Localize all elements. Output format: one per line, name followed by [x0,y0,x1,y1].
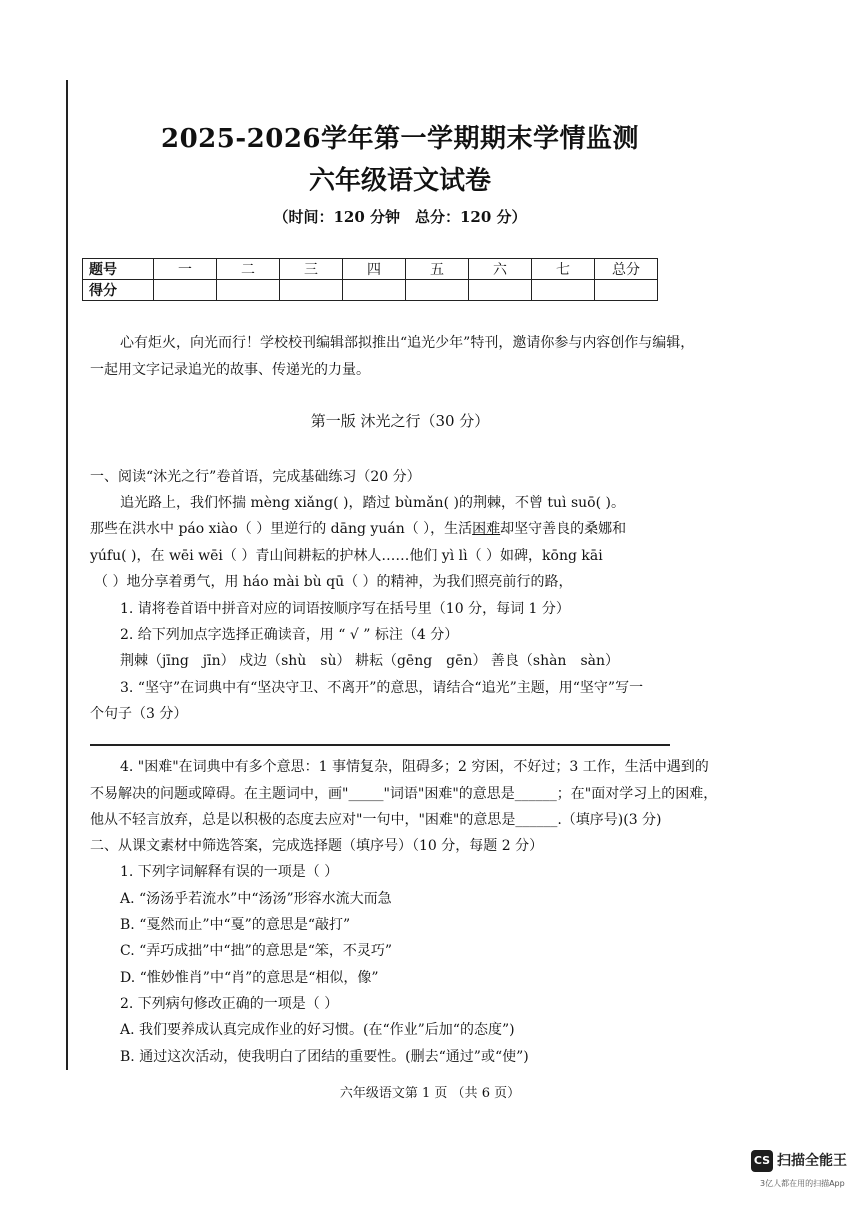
score-input-cell[interactable] [280,280,343,301]
score-input-cell[interactable] [532,280,595,301]
score-cell: 七 [532,259,595,280]
question-1-4-line-3: 他从不轻言放弃，总是以积极的态度去应对"一句中，"困难"的意思是______.（填序号)(3 分) [90,812,662,828]
score-table-header-row [83,259,658,280]
question-2-1: 1. 下列字词解释有误的一项是（ ） [120,864,339,880]
score-input-cell[interactable] [469,280,532,301]
score-cell: 得分 [83,280,154,301]
camscanner-name: 扫描全能王 [777,1153,847,1169]
passage-line-3: yúfu( )，在 wēi wēi（ ）青山间耕耘的护林人……他们 yì lì（ ）如碑，kōng kāi [90,548,603,564]
part1-heading: 一、阅读“沐光之行”卷首语，完成基础练习（20 分） [90,469,421,485]
intro-line-2: 一起用文字记录追光的故事、传递光的力量。 [90,362,370,378]
camscanner-tagline: 3亿人都在用的扫描App [760,1179,845,1188]
answer-line[interactable] [90,744,670,746]
question-1-2-options: 荆棘（jīng jīn） 戍边（shù sù） 耕耘（gēng gēn） 善良（shàn sàn） [120,653,620,669]
page-footer: 六年级语文第 1 页 （共 6 页） [339,1086,521,1101]
question-1-3-line-2: 个句子（3 分） [90,706,188,722]
underlined-word: 困难 [472,521,501,537]
score-cell: 三 [280,259,343,280]
option-a: A. 我们要养成认真完成作业的好习惯。(在“作业”后加“的态度”) [120,1022,515,1038]
score-cell: 六 [469,259,532,280]
question-2-2: 2. 下列病句修改正确的一项是（ ） [120,996,339,1012]
score-cell: 题号 [83,259,154,280]
intro-line-1: 心有炬火，向光而行！学校校刊编辑部拟推出“追光少年”特刊，邀请你参与内容创作与编辑， [120,335,695,351]
question-1-3-line-1: 3. “坚守”在词典中有“坚决守卫、不离开”的意思，请结合“追光”主题，用“坚守”写一 [120,680,644,696]
exam-subtitle: 六年级语文试卷 [308,166,491,196]
option-b: B. “戛然而止”中“戛”的意思是“敲打” [120,917,351,933]
passage-text: 那些在洪水中 páo xiào（ ）里逆行的 dāng yuán（ ），生活 [90,521,473,537]
passage-line-1: 追光路上，我们怀揣 mèng xiǎng( )，踏过 bùmǎn( )的荆棘，不曾 tuì suō( )。 [120,495,625,511]
exam-title: 2025-2026学年第一学期期末学情监测 [160,124,640,154]
score-table-score-row [83,280,658,301]
question-1-2: 2. 给下列加点字选择正确读音，用 “ √ ” 标注（4 分） [120,627,459,643]
score-table [82,258,658,301]
score-cell: 二 [217,259,280,280]
score-input-cell[interactable] [343,280,406,301]
score-input-cell[interactable] [217,280,280,301]
passage-line-2 [90,520,626,538]
score-cell: 五 [406,259,469,280]
question-1-4-line-1: 4. "困难"在词典中有多个意思：1 事情复杂，阻碍多；2 穷困，不好过；3 工作，生活中遇到的 [120,759,709,775]
camscanner-logo-icon: CS [751,1150,773,1172]
question-1-4-line-2: 不易解决的问题或障碍。在主题词中，画"_____"词语"困难"的意思是______；在"面对学习上的困难， [90,786,718,802]
score-input-cell[interactable] [595,280,658,301]
option-c: C. “弄巧成拙”中“拙”的意思是“笨，不灵巧” [120,943,393,959]
question-1-1: 1. 请将卷首语中拼音对应的词语按顺序写在括号里（10 分，每词 1 分） [120,601,570,617]
score-cell: 一 [154,259,217,280]
passage-line-4: （ ）地分享着勇气，用 háo mài bù qū（ ）的精神，为我们照亮前行的路， [94,574,573,590]
option-b: B. 通过这次活动，使我明白了团结的重要性。(删去“通过”或“使”) [120,1049,529,1065]
option-d: D. “惟妙惟肖”中“肖”的意思是“相似，像” [120,970,379,986]
option-a: A. “汤汤乎若流水”中“汤汤”形容水流大而急 [120,891,392,907]
passage-text: 却坚守善良的桑娜和 [500,521,627,537]
section-title: 第一版 沐光之行（30 分） [310,412,490,430]
score-input-cell[interactable] [154,280,217,301]
exam-meta: （时间：120 分钟 总分：120 分） [273,208,527,226]
score-input-cell[interactable] [406,280,469,301]
score-cell: 四 [343,259,406,280]
score-cell: 总分 [595,259,658,280]
part2-heading: 二、从课文素材中筛选答案，完成选择题（填序号）（10 分，每题 2 分） [90,838,544,854]
binding-margin-line [66,80,68,1070]
